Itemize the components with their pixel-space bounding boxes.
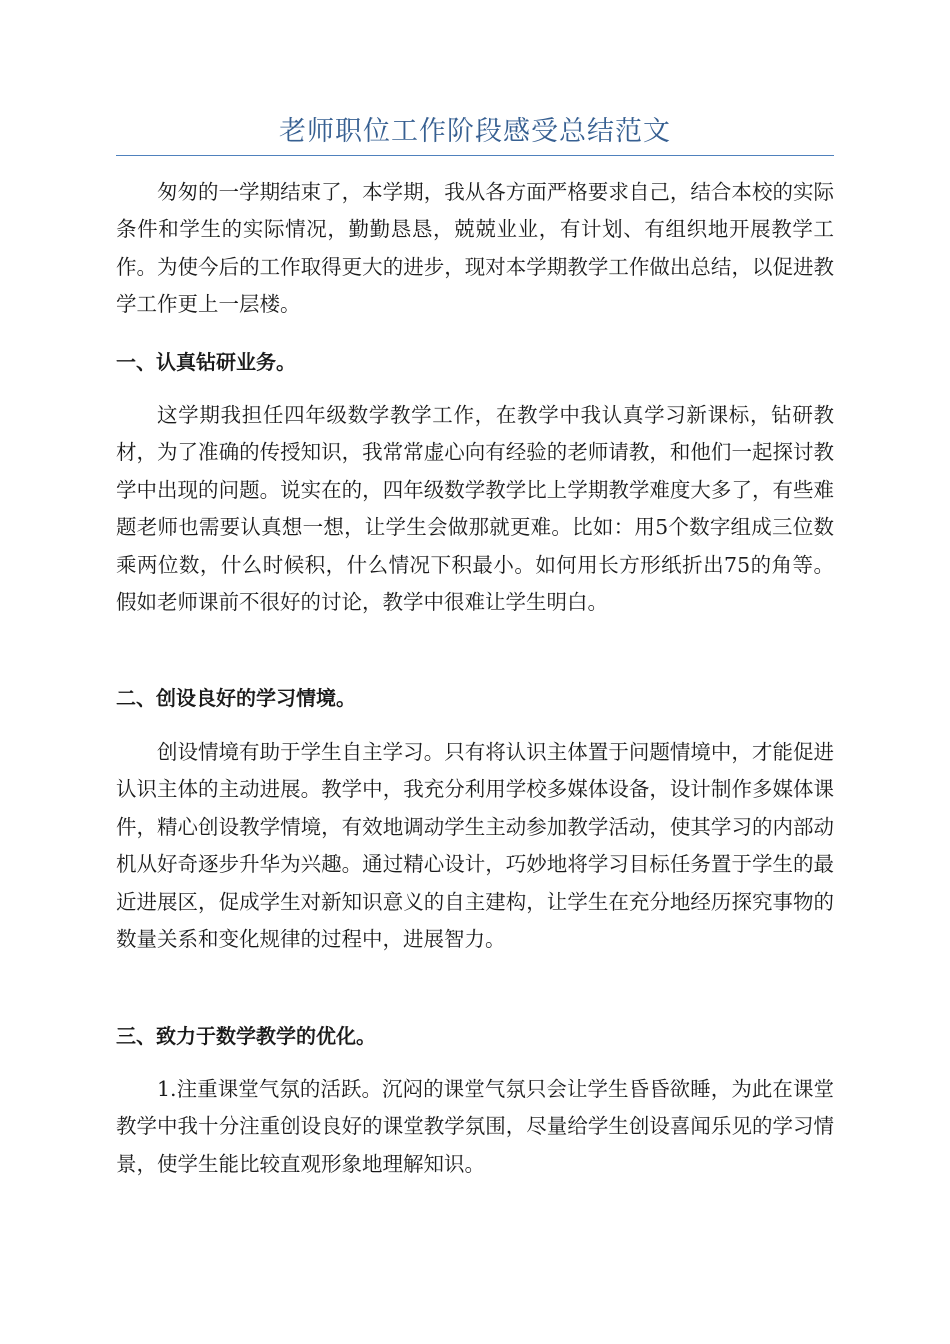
section-1-body: 这学期我担任四年级数学教学工作，在教学中我认真学习新课标，钻研教材，为了准确的传授知识，我常常虚心向有经验的老师请教，和他们一起探讨教学中出现的问题。说实在的，四年级数学教学比上学期教学难度大多了，有些难题老师也需要认真想一想，让学生会做那就更难。比如：用5个数字组成三位数乘两位数，什么时候积，什么情况下积最小。如何用长方形纸折出75的角等。假如老师课前不很好的讨论，教学中很难让学生明白。: [116, 403, 834, 615]
section-3-body: 1.注重课堂气氛的活跃。沉闷的课堂气氛只会让学生昏昏欲睡，为此在课堂教学中我十分注重创设良好的课堂教学氛围，尽量给学生创设喜闻乐见的学习情景，使学生能比较直观形象地理解知识。: [116, 1077, 834, 1176]
section-1-heading: 一、认真钻研业务。: [116, 350, 296, 374]
section-2-body: 创设情境有助于学生自主学习。只有将认识主体置于问题情境中，才能促进认识主体的主动进展。教学中，我充分利用学校多媒体设备，设计制作多媒体课件，精心创设教学情境，有效地调动学生主动参加教学活动，使其学习的内部动机从好奇逐步升华为兴趣。通过精心设计，巧妙地将学习目标任务置于学生的最近进展区，促成学生对新知识意义的自主建构，让学生在充分地经历探究事物的数量关系和变化规律的过程中，进展智力。: [116, 740, 834, 952]
section-3-heading: 三、致力于数学教学的优化。: [116, 1024, 376, 1048]
document-title: 老师职位工作阶段感受总结范文: [279, 116, 671, 147]
intro-paragraph: 匆匆的一学期结束了，本学期，我从各方面严格要求自己，结合本校的实际条件和学生的实际情况，勤勤恳恳，兢兢业业，有计划、有组织地开展教学工作。为使今后的工作取得更大的进步，现对本学期教学工作做出总结，以促进教学工作更上一层楼。: [116, 180, 834, 317]
section-2-heading: 二、创设良好的学习情境。: [116, 686, 356, 710]
title-underline: [116, 155, 834, 156]
